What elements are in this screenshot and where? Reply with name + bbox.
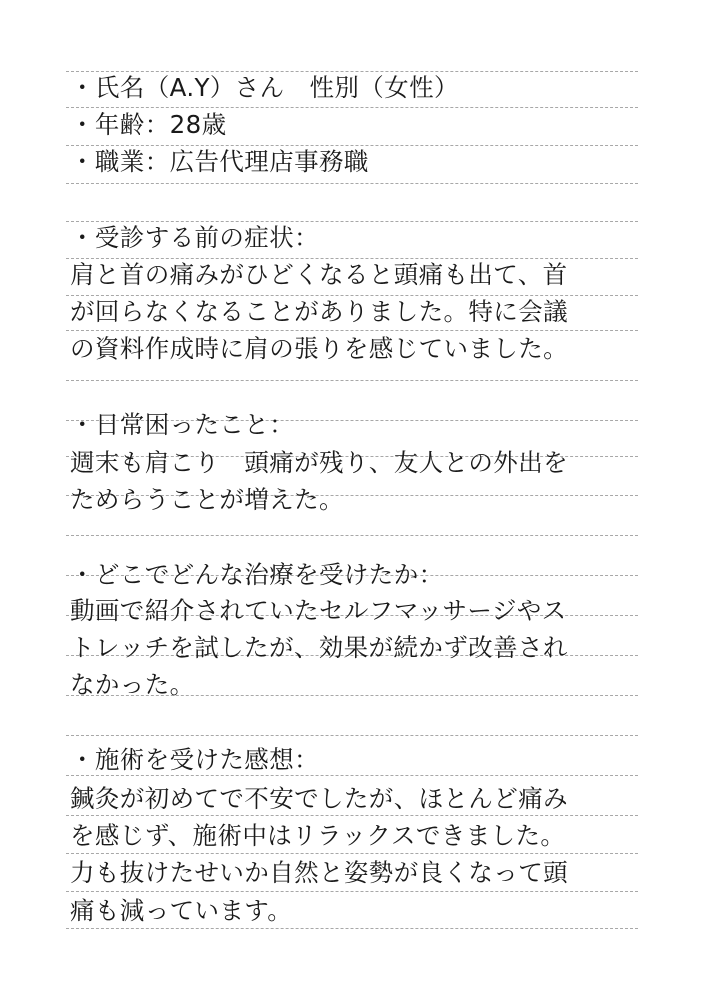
prior-treatment-heading: ・どこでどんな治療を受けたか： <box>70 560 444 589</box>
impression-line: 鍼灸が初めてで不安でしたが、ほとんど痛み <box>70 784 568 813</box>
ruled-line <box>66 775 638 776</box>
profile-name-gender: ・氏名（A.Y）さん 性別（女性） <box>70 73 459 102</box>
ruled-line <box>66 891 638 892</box>
prior-treatment-line: トレッチを試したが、効果が続かず改善され <box>70 633 568 662</box>
impression-line: 力も抜けたせいか自然と姿勢が良くなって頭 <box>70 858 568 887</box>
symptoms-line: が回らなくなることがありました。特に会議 <box>70 297 568 326</box>
ruled-line <box>66 380 638 381</box>
ruled-line <box>66 815 638 816</box>
ruled-line <box>66 535 638 536</box>
ruled-line <box>66 258 638 259</box>
ruled-line <box>66 107 638 108</box>
profile-occupation: ・職業：広告代理店事務職 <box>70 147 369 176</box>
impression-line: を感じず、施術中はリラックスできました。 <box>70 821 566 850</box>
daily-trouble-line: 週末も肩こり 頭痛が残り、友人との外出を <box>70 448 568 477</box>
symptoms-heading: ・受診する前の症状： <box>70 223 319 252</box>
ruled-line <box>66 735 638 736</box>
ruled-line <box>66 221 638 222</box>
prior-treatment-line: 動画で紹介されていたセルフマッサージやス <box>70 596 567 625</box>
profile-age: ・年齢：28歳 <box>70 110 227 139</box>
daily-trouble-heading: ・日常困ったこと： <box>70 410 295 439</box>
ruled-line <box>66 928 638 929</box>
symptoms-line: 肩と首の痛みがひどくなると頭痛も出て、首 <box>70 260 568 289</box>
daily-trouble-line: ためらうことが増えた。 <box>70 485 344 514</box>
impression-heading: ・施術を受けた感想： <box>70 745 319 774</box>
ruled-line <box>66 183 638 184</box>
ruled-line <box>66 145 638 146</box>
ruled-line <box>66 853 638 854</box>
ruled-line <box>66 330 638 331</box>
impression-line: 痛も減っています。 <box>70 896 293 925</box>
ruled-line <box>66 71 638 72</box>
symptoms-line: の資料作成時に肩の張りを感じていました。 <box>70 334 568 363</box>
prior-treatment-line: なかった。 <box>70 670 195 699</box>
ruled-line <box>66 295 638 296</box>
